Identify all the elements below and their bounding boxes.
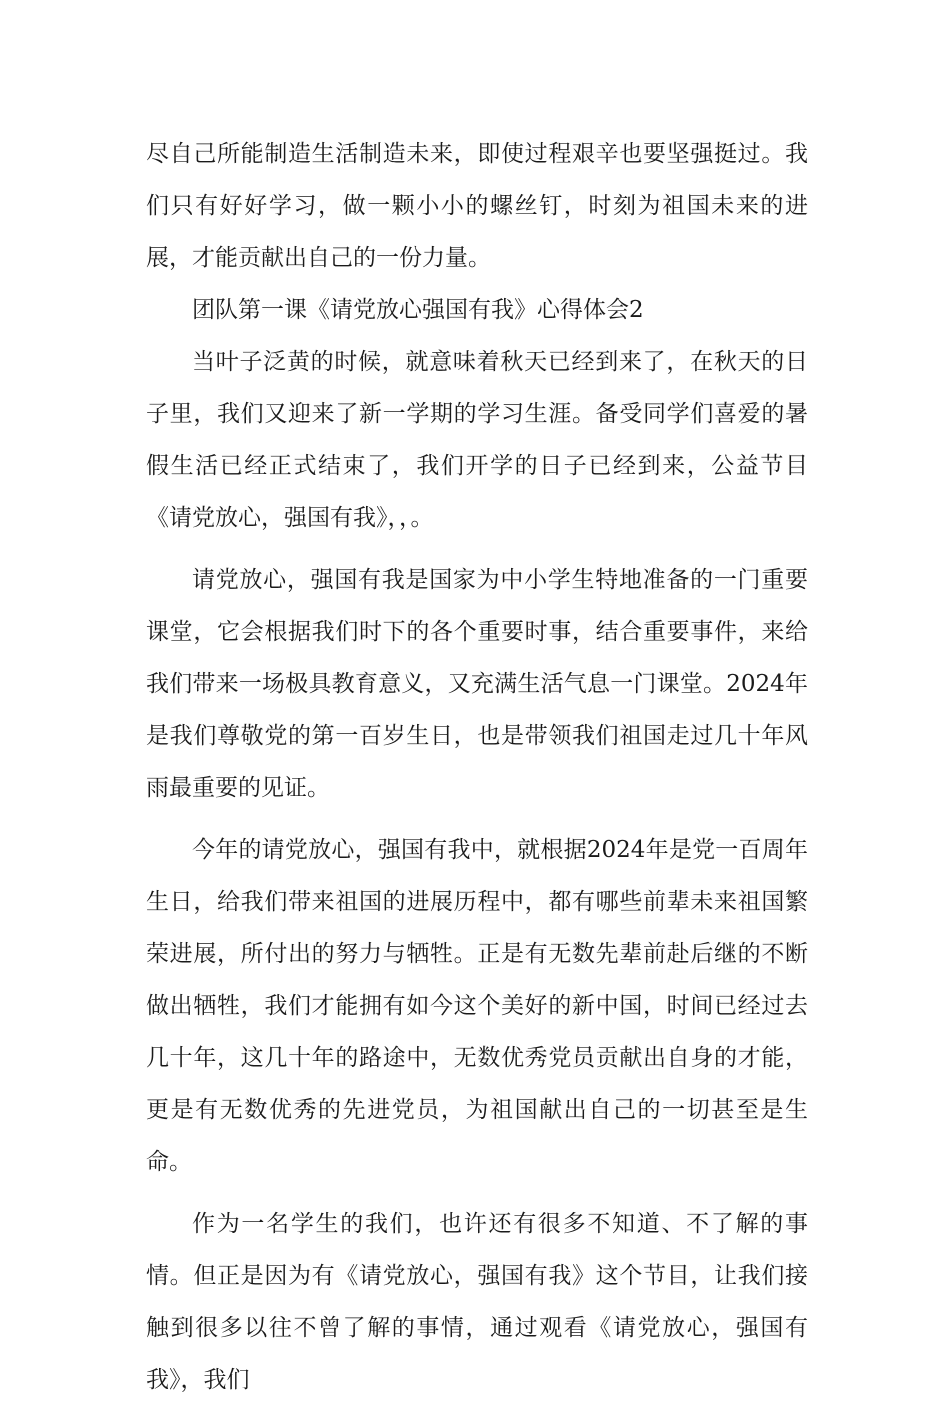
paragraph-continuation: 尽自己所能制造生活制造未来，即使过程艰辛也要坚强挺过。我们只有好好学习，做一颗小小的螺丝钉，时刻为祖国未来的进展，才能贡献出自己的一份力量。 [146, 141, 808, 271]
paragraph-autumn: 当叶子泛黄的时候，就意味着秋天已经到来了，在秋天的日子里，我们又迎来了新一学期的学习生涯。备受同学们喜爱的暑假生活已经正式结束了，我们开学的日子已经到来，公益节目《请党放心，强国有我》，，。 [146, 349, 808, 531]
paragraph-centenary: 今年的请党放心，强国有我中，就根据2024年是党一百周年生日，给我们带来祖国的进展历程中，都有哪些前辈未来祖国繁荣进展，所付出的努力与牺牲。正是有无数先辈前赴后继的不断做出牺牲，我们才能拥有如今这个美好的新中国，时间已经过去几十年，这几十年的路途中，无数优秀党员贡献出自身的才能，更是有无数优秀的先进党员，为祖国献出自己的一切甚至是生命。 [146, 837, 808, 1175]
paragraph-program-intro: 请党放心，强国有我是国家为中小学生特地准备的一门重要课堂，它会根据我们时下的各个重要时事，结合重要事件，来给我们带来一场极具教育意义，又充满生活气息一门课堂。2024年是我们尊敬党的第一百岁生日，也是带领我们祖国走过几十年风雨最重要的见证。 [146, 567, 808, 801]
paragraph-student-reflection: 作为一名学生的我们，也许还有很多不知道、不了解的事情。但正是因为有《请党放心，强国有我》这个节目，让我们接触到很多以往不曾了解的事情，通过观看《请党放心，强国有我》，我们 [146, 1211, 808, 1393]
document-body [146, 128, 808, 1406]
section-heading: 团队第一课《请党放心强国有我》心得体会2 [192, 297, 644, 323]
